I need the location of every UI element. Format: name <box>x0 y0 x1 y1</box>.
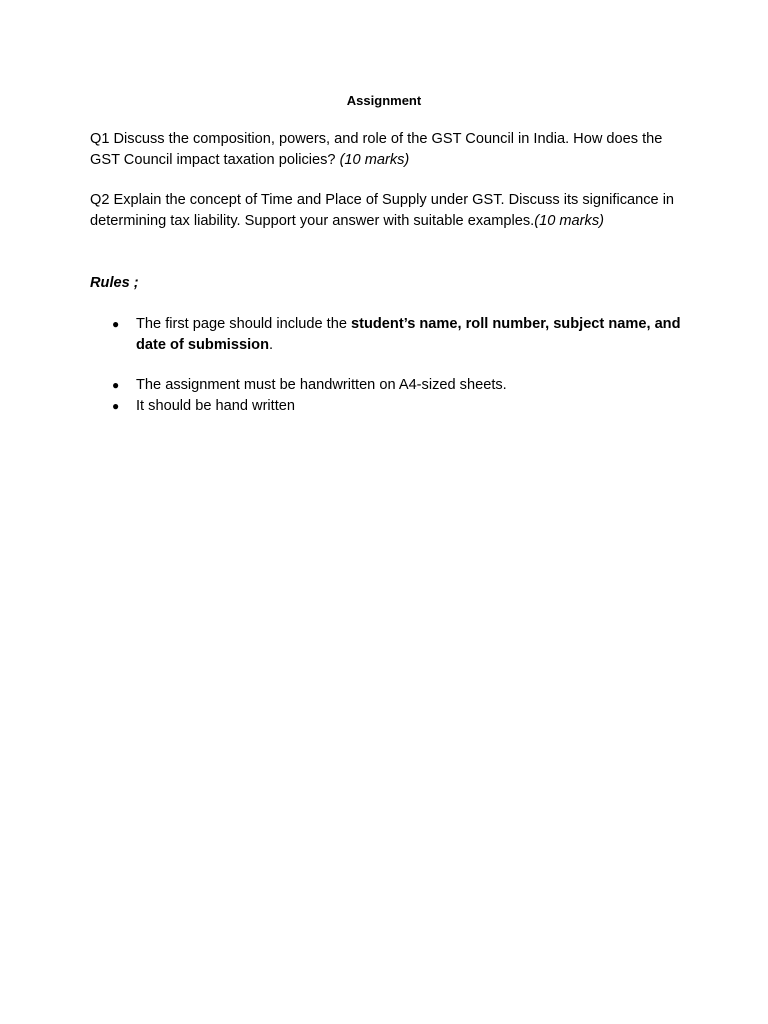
question-2-text: Q2 Explain the concept of Time and Place of Supply under GST. Discuss its significance in determining tax liability. Support your answer with suitable examples. <box>90 192 675 229</box>
rules-heading: Rules ; <box>90 275 139 291</box>
rule-item-1-text <box>136 314 692 356</box>
rule-item-1 <box>112 314 692 356</box>
rule-item-3 <box>112 396 692 417</box>
question-1-text: Q1 Discuss the composition, powers, and role of the GST Council in India. How does the GST Council impact taxation policies? <box>90 131 663 168</box>
rule-item-2-text: The assignment must be handwritten on A4-sized sheets. <box>136 377 507 393</box>
question-1-marks: (10 marks) <box>339 152 410 168</box>
rule-1-prefix: The first page should include the <box>136 316 351 332</box>
rule-item-3-text: It should be hand written <box>136 398 296 414</box>
rule-1-bold: student’s name, roll number, subject name, and date of submission <box>136 316 681 353</box>
question-2 <box>90 190 690 232</box>
bullet-icon: ● <box>112 399 120 413</box>
rule-item-2 <box>112 375 692 396</box>
document-title: Assignment <box>346 93 422 108</box>
question-1 <box>90 129 690 171</box>
bullet-icon: ● <box>112 317 120 331</box>
rule-1-suffix: . <box>268 337 274 353</box>
question-2-marks: (10 marks) <box>534 213 604 229</box>
bullet-icon: ● <box>112 378 120 392</box>
